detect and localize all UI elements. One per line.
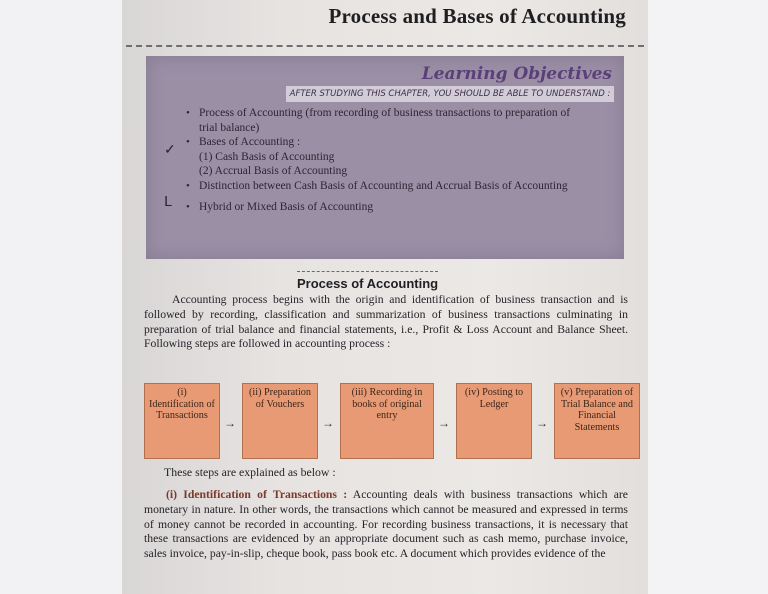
arrow-right-icon: → [322, 416, 334, 430]
explain-line: These steps are explained as below : [164, 465, 336, 479]
arrow-right-icon: → [438, 416, 450, 430]
book-page [122, 0, 648, 594]
learning-objectives-subheading: AFTER STUDYING THIS CHAPTER, YOU SHOULD BE ABLE TO UNDERSTAND : [286, 86, 614, 102]
bullet-icon: • [186, 136, 190, 149]
sub-item: (1) Cash Basis of Accounting [199, 150, 335, 163]
left-margin [0, 0, 122, 594]
sub-item: (2) Accrual Basis of Accounting [199, 165, 348, 178]
section-title: Process of Accounting [297, 271, 438, 291]
arrow-right-icon: → [536, 416, 548, 430]
identification-paragraph [144, 488, 628, 562]
learning-objectives-list [186, 106, 586, 214]
intro-paragraph: Accounting process begins with the origin and identification of business transaction and is followed by recording, classification and summarization of business transactions culminating in preparation of trial balance and financial statements, i.e., Profit & Loss Account and Balance Sheet. Following steps are followed in accounting process : [144, 293, 628, 351]
step-box: (iii) Recording in books of original entry [340, 383, 434, 459]
header-divider [126, 45, 644, 47]
list-item: • Distinction between Cash Basis of Accounting and Accrual Basis of Accounting [186, 179, 568, 192]
paragraph-text: Accounting deals with business transactions which are monetary in nature. In other words, the transactions which cannot be measured and expressed in terms of money cannot be recorded in accounting. For recording business transactions, it is necessary that these transactions are evidenced by an appropriate document such as cash memo, purchase invoice, sales invoice, pay-in-slip, cheque book, pass book etc. A document which provides evidence of the [144, 488, 628, 561]
bullet-icon: • [186, 200, 190, 213]
step-box: (v) Preparation of Trial Balance and Financial Statements [554, 383, 640, 459]
step-box: (i) Identification of Transactions [144, 383, 220, 459]
list-item: • Hybrid or Mixed Basis of Accounting [186, 200, 374, 213]
arrow-right-icon: → [224, 416, 236, 430]
bullet-icon: • [186, 107, 190, 119]
learning-objectives-heading: Learning Objectives [421, 64, 612, 84]
right-margin [648, 0, 768, 594]
bullet-icon: • [186, 179, 190, 192]
paragraph-lead: (i) Identification of Transactions : [166, 488, 348, 501]
list-item: • Bases of Accounting : (1) Cash Basis of Accounting (2) Accrual Basis of Accounting [186, 135, 586, 179]
handwritten-tick-icon: ✓ [164, 143, 176, 158]
process-flow-diagram [144, 383, 634, 461]
chapter-title: Process and Bases of Accounting [328, 4, 626, 28]
step-box: (iv) Posting to Ledger [456, 383, 532, 459]
step-box: (ii) Preparation of Vouchers [242, 383, 318, 459]
learning-objectives-box [146, 56, 624, 259]
handwritten-tick-icon: ᒪ [164, 195, 172, 210]
list-item: • Process of Accounting (from recording of business transactions to preparation of trial balance) [186, 107, 571, 134]
